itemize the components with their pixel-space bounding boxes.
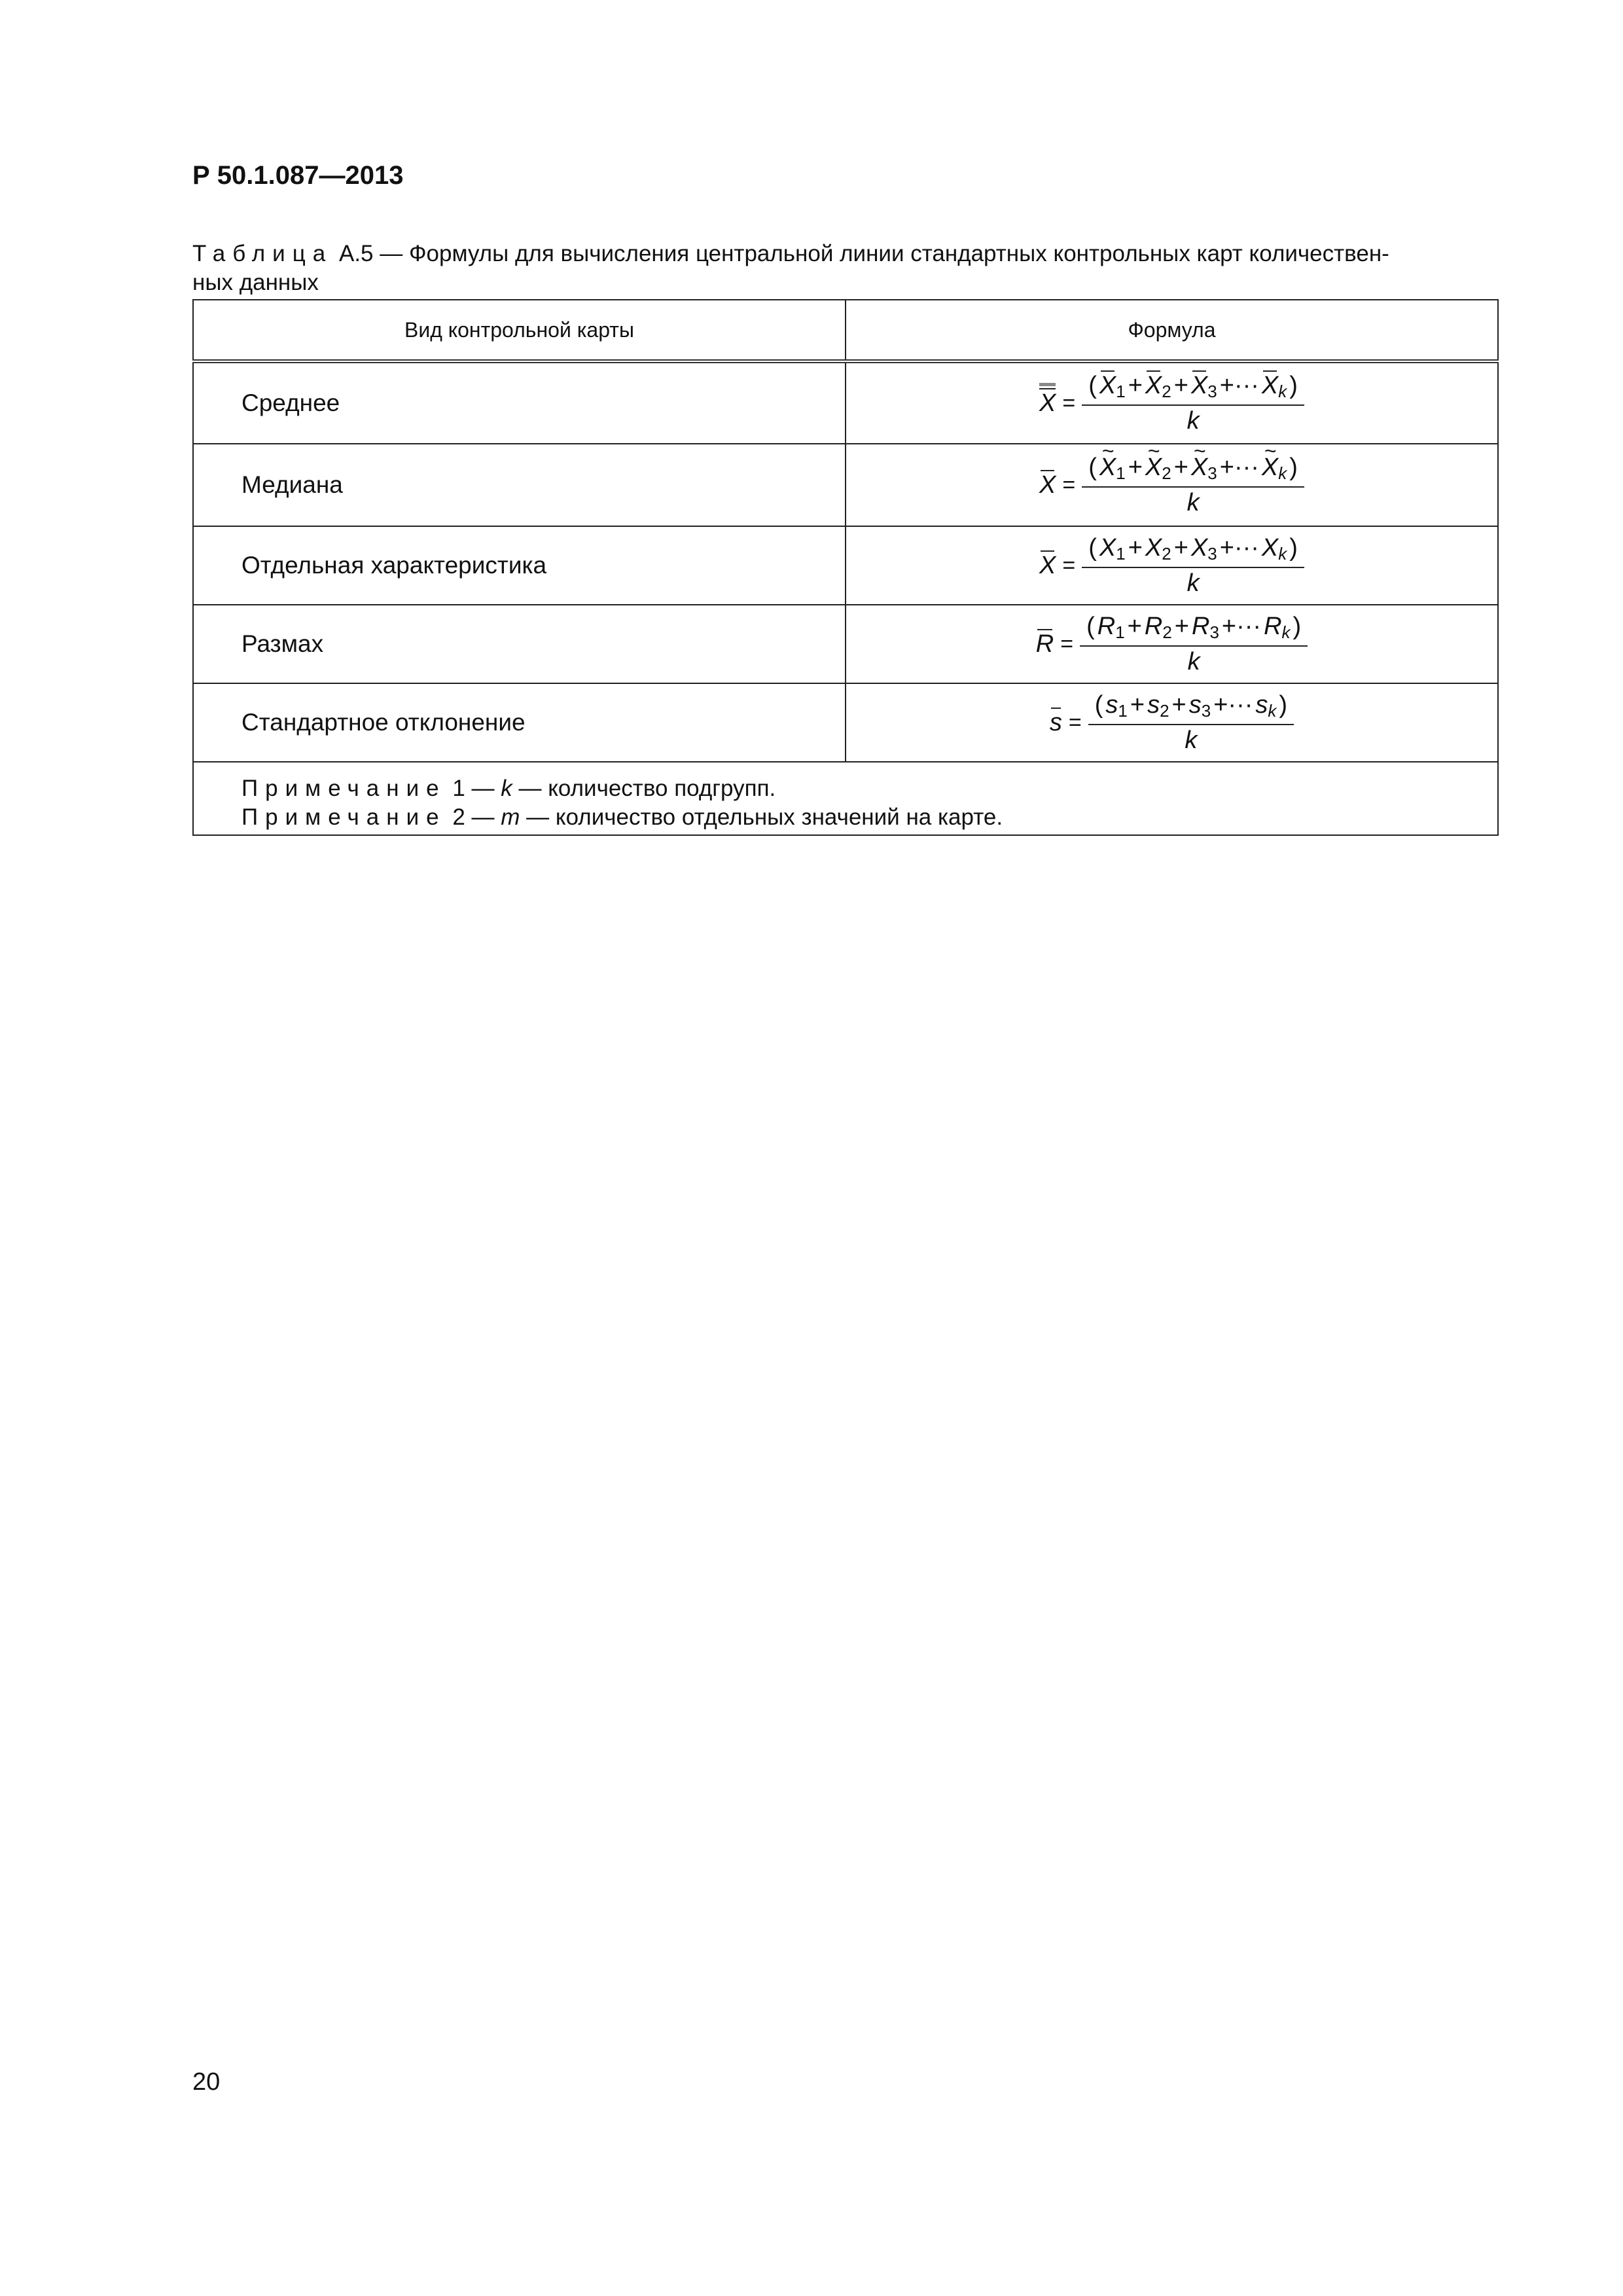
caption-text-continued: ных данных [192,270,319,295]
table-caption [192,240,1498,297]
table-row [193,526,1498,605]
formula-lhs: X [1039,389,1056,417]
note-number: 2 — [452,804,495,830]
chart-type-cell: Размах [193,605,846,683]
note-variable: m [501,804,520,830]
table-row [193,605,1498,683]
note-label: Примечание [241,804,446,830]
numerator: ( $X_1 + X_2 + X_3$ +··· $X_k$ ) [1082,372,1304,406]
fraction [1082,534,1304,598]
equals-sign: = [1062,552,1076,578]
note-1 [241,774,1497,803]
fraction [1088,691,1294,755]
formula-cell [846,361,1498,444]
fraction [1082,372,1304,435]
numerator: (~ $X_1$ +~ $X_2$ +~ $X_3$ +···~ $X_k$ ) [1082,454,1304,488]
fraction [1082,454,1304,517]
denominator: k [1187,647,1200,675]
caption-text: А.5 — Формулы для вычисления центральной линии стандартных контрольных карт количествен- [338,241,1389,266]
denominator: k [1186,569,1200,597]
numerator: ( $X_1 + X_2 + X_3$ +··· $X_k$ ) [1082,534,1304,568]
caption-label: Таблица [192,241,333,266]
notes-cell [193,762,1498,835]
numerator: ( $R_1 + R_2 + R_3$ +··· $R_k$ ) [1080,613,1308,647]
chart-type-cell: Стандартное отклонение [193,683,846,762]
document-code: Р 50.1.087—2013 [192,161,404,190]
formula-table [192,299,1499,836]
formula-cell [846,526,1498,605]
equals-sign: = [1062,390,1076,416]
chart-type-cell: Среднее [193,361,846,444]
formula-cell [846,605,1498,683]
chart-type-cell: Отдельная характеристика [193,526,846,605]
notes-row [193,762,1498,835]
formula-median [1039,454,1304,517]
table-row [193,444,1498,526]
formula-stddev [1050,691,1294,755]
equals-sign: = [1060,631,1074,656]
formula-cell [846,683,1498,762]
formula-lhs: X [1039,471,1056,499]
note-variable: k [501,776,512,801]
note-text: — количество отдельных значений на карте. [526,804,1003,830]
table-row [193,683,1498,762]
note-number: 1 — [452,776,495,801]
header-formula: Формула [846,300,1498,361]
formula-cell [846,444,1498,526]
formula-lhs: s [1049,708,1062,736]
header-chart-type: Вид контрольной карты [193,300,846,361]
formula-lhs: R [1035,630,1054,658]
note-2 [241,803,1497,832]
equals-sign: = [1068,709,1082,735]
formula-range [1036,613,1308,676]
fraction [1080,613,1308,676]
equals-sign: = [1062,472,1076,497]
formula-lhs: X [1039,551,1056,579]
denominator: k [1186,488,1200,516]
page-number: 20 [192,2068,221,2096]
table-header-row [193,300,1498,361]
chart-type-cell: Медиана [193,444,846,526]
table-row [193,361,1498,444]
denominator: k [1185,726,1198,754]
numerator: ( $s_1 + s_2 + s_3$ +··· $s_k$ ) [1088,691,1294,725]
note-label: Примечание [241,776,446,801]
formula-individual [1039,534,1304,598]
note-text: — количество подгрупп. [518,776,776,801]
denominator: k [1186,406,1200,435]
formula-mean [1039,372,1304,435]
